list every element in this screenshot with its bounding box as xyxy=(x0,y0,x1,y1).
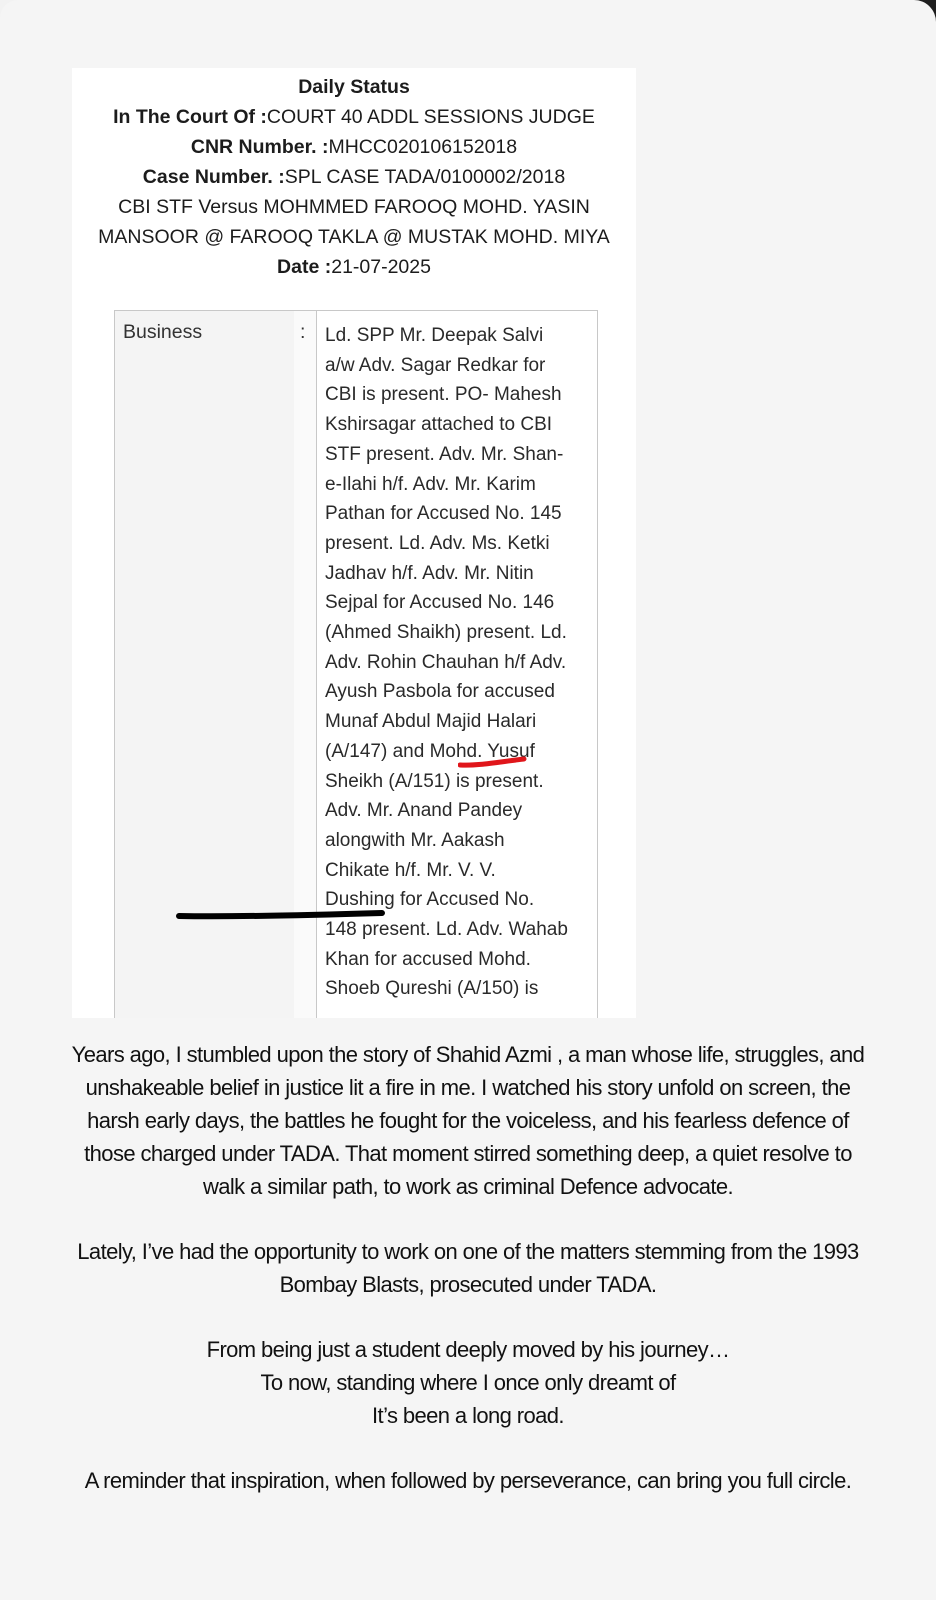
caption-line: harsh early days, the battles he fought for the voiceless, and his fearless defence of xyxy=(87,1108,849,1133)
caption-paragraph-1 xyxy=(40,1038,896,1203)
caption-line: unshakeable belief in justice lit a fire in me. I watched his story unfold on screen, the xyxy=(85,1075,851,1100)
cnr-value: MHCC020106152018 xyxy=(328,136,518,158)
business-text-line: present. Ld. Adv. Ms. Ketki xyxy=(325,532,550,554)
story-caption xyxy=(40,1038,896,1529)
business-text-line: 148 present. Ld. Adv. Wahab xyxy=(325,919,568,941)
business-text-line: Adv. Mr. Anand Pandey xyxy=(325,800,523,822)
business-text xyxy=(317,311,597,1004)
business-text-line: (A/147) and Mohd. Yusuf xyxy=(325,740,535,762)
business-text-line: Adv. Rohin Chauhan h/f Adv. xyxy=(325,651,567,673)
caption-line: those charged under TADA. That moment stirred something deep, a quiet resolve to xyxy=(84,1141,852,1166)
document-title: Daily Status xyxy=(298,76,410,98)
court-row xyxy=(72,102,636,132)
case-value: SPL CASE TADA/0100002/2018 xyxy=(284,166,566,188)
business-text-line: e-Ilahi h/f. Adv. Mr. Karim xyxy=(325,473,536,495)
business-text-line: Sejpal for Accused No. 146 xyxy=(325,592,555,614)
business-text-line: Ayush Pasbola for accused xyxy=(325,681,555,703)
caption-line: Lately, I’ve had the opportunity to work on one of the matters stemming from the 1993 xyxy=(77,1239,859,1264)
cnr-label: CNR Number. : xyxy=(190,136,329,158)
separator: : xyxy=(300,321,306,343)
date-row xyxy=(72,252,636,282)
business-text-line: Jadhav h/f. Adv. Mr. Nitin xyxy=(325,562,534,584)
caption-paragraph-3 xyxy=(40,1333,896,1432)
business-text-line: Ld. SPP Mr. Deepak Salvi xyxy=(325,325,544,346)
business-text-line: STF present. Adv. Mr. Shan- xyxy=(325,443,564,465)
business-label: Business xyxy=(123,321,203,343)
court-document-screenshot xyxy=(72,68,636,1018)
date-label: Date : xyxy=(277,256,332,278)
business-text-line: (Ahmed Shaikh) present. Ld. xyxy=(325,622,567,644)
business-text-line: alongwith Mr. Aakash xyxy=(325,829,505,851)
caption-line: It’s been a long road. xyxy=(372,1403,564,1428)
parties-line-2: MANSOOR @ FAROOQ TAKLA @ MUSTAK MOHD. MIYA xyxy=(98,226,610,248)
court-value: COURT 40 ADDL SESSIONS JUDGE xyxy=(266,106,595,128)
business-text-line: Khan for accused Mohd. xyxy=(325,948,531,970)
caption-line: From being just a student deeply moved by his journey… xyxy=(206,1337,730,1362)
caption-line: Bombay Blasts, prosecuted under TADA. xyxy=(279,1272,657,1297)
business-text-line: Kshirsagar attached to CBI xyxy=(325,414,553,436)
court-label: In The Court Of : xyxy=(113,106,267,128)
caption-line: A reminder that inspiration, when followed by perseverance, can bring you full circle. xyxy=(84,1468,852,1493)
business-text-line: Sheikh (A/151) is present. xyxy=(325,770,544,792)
date-value: 21-07-2025 xyxy=(331,256,431,278)
caption-line: To now, standing where I once only dreamt of xyxy=(260,1370,676,1395)
business-text-line: a/w Adv. Sagar Redkar for xyxy=(325,354,546,376)
red-marker-stroke xyxy=(458,756,528,770)
business-text-line: Munaf Abdul Majid Halari xyxy=(325,711,537,733)
black-redaction-stroke xyxy=(176,908,386,922)
document-header xyxy=(72,72,636,282)
parties-line-1: CBI STF Versus MOHMMED FAROOQ MOHD. YASIN xyxy=(118,196,590,218)
business-text-line: Dushing for Accused No. xyxy=(325,889,535,911)
case-label: Case Number. : xyxy=(142,166,285,188)
business-text-line: Pathan for Accused No. 145 xyxy=(325,503,562,525)
business-text-line: Shoeb Qureshi (A/150) is xyxy=(325,978,539,1000)
caption-line: walk a similar path, to work as criminal Defence advocate. xyxy=(202,1174,734,1199)
case-row xyxy=(72,162,636,192)
business-text-line: CBI is present. PO- Mahesh xyxy=(325,384,562,406)
caption-paragraph-2 xyxy=(40,1235,896,1301)
business-text-line: Chikate h/f. Mr. V. V. xyxy=(325,859,496,881)
caption-line: Years ago, I stumbled upon the story of Shahid Azmi , a man whose life, struggles, and xyxy=(71,1042,865,1067)
caption-paragraph-4 xyxy=(40,1464,896,1497)
cnr-row xyxy=(72,132,636,162)
